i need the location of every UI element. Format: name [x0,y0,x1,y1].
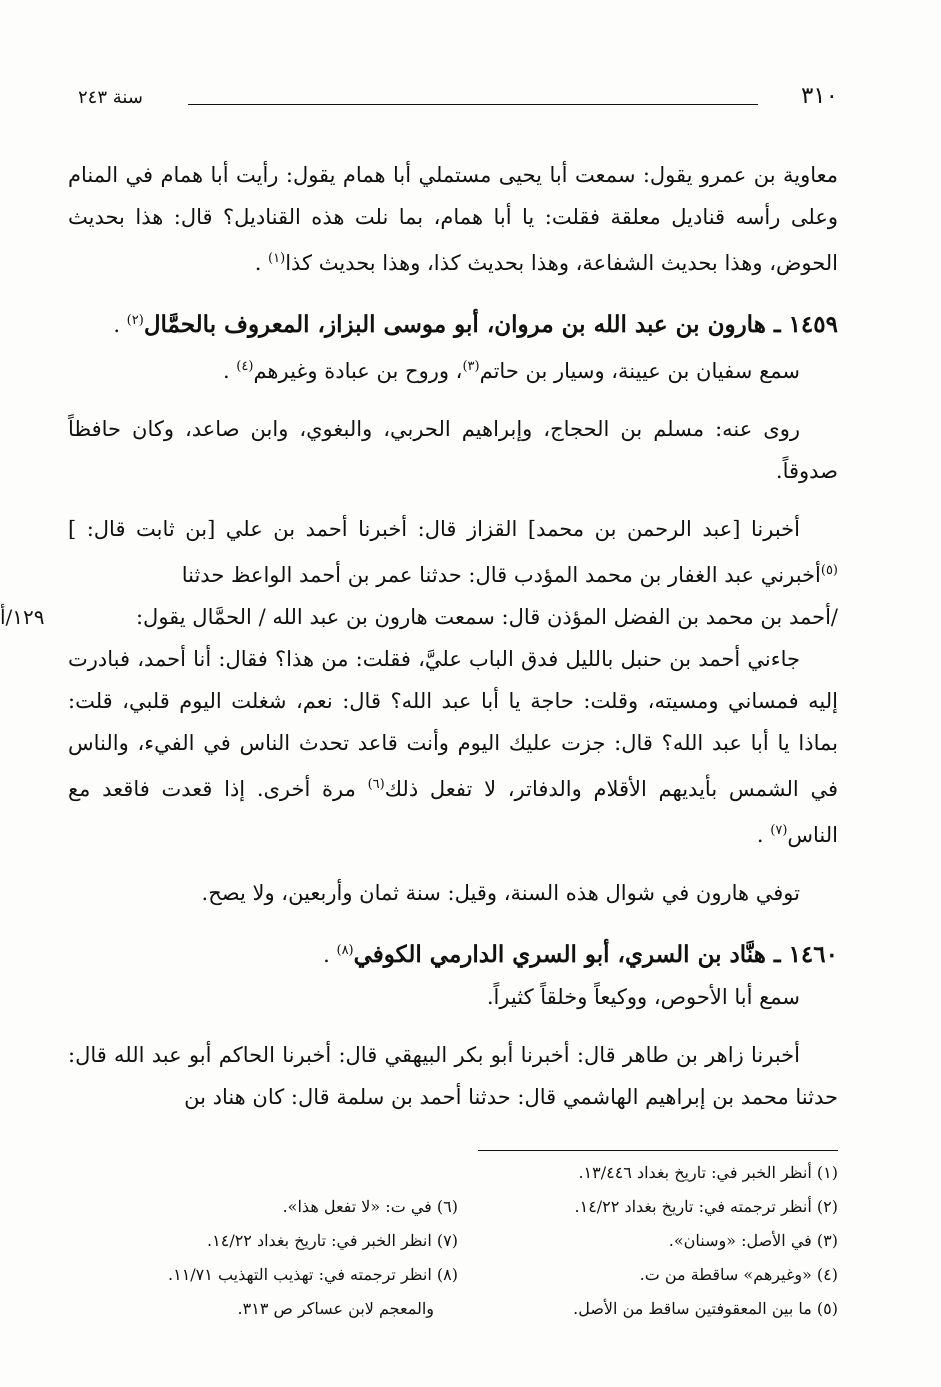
paragraph: سمع أبا الأحوص، ووكيعاً وخلقاً كثيراً. [486,985,800,1009]
paragraph: أخبرنا [عبد الرحمن بن محمد] القزاز قال: أخبرنا أحمد بن علي [بن ثابت قال: ]$^{(٥)}$أخبرني عبد الغفار بن محمد المؤدب قال: حدثنا عمر بن أحمد الواعظ حدثنا [68,517,838,587]
footnote-ref: (٥) [820,563,838,578]
footnote-column-left [78,1190,458,1326]
footnote-ref: (٧) [770,823,788,838]
footnote: (١) أنظر الخبر في: تاريخ بغداد ١٣/٤٤٦. [578,1163,838,1182]
footnote-ref: (٦) [367,777,385,792]
footnote-ref: (٢) [126,313,144,328]
footnote-column-right [478,1156,838,1326]
footnote: (٧) انظر الخبر في: تاريخ بغداد ١٤/٢٢. [207,1231,458,1250]
footnote: (٤) «وغيرهم» ساقطة من ت. [639,1265,838,1284]
footnote-ref: (١) [268,251,286,266]
paragraph: سمع سفيان بن عيينة، وسيار بن حاتم$^{(٣)}$، وروح بن عبادة وغيرهم$^{(٤)}$ . [222,359,800,383]
footnote-ref: (٣) [462,359,480,374]
footnote: والمعجم لابن عساكر ص ٣١٣. [237,1299,434,1318]
paragraph: معاوية بن عمرو يقول: سمعت أبا يحيى مستملي أبا همام يقول: رأيت أبا همام في المنام وعلى رأسه قناديل معلقة فقلت: يا أبا همام، بما نلت هذه القناديل؟ قال: هذا بحديث الحوض، وهذا بحديث الشفاعة، وهذا بحديث كذا، وهذا بحديث كذا$^{(١)}$ . [68,163,838,275]
paragraph: توفي هارون في شوال هذه السنة، وقيل: سنة ثمان وأربعين، ولا يصح. [201,881,800,905]
footnote-ref: (٨) [336,943,354,958]
paragraph: روى عنه: مسلم بن الحجاج، وإبراهيم الحربي، والبغوي، وابن صاعد، وكان حافظاً صدوقاً. [68,417,838,483]
paragraph: ١٢٩/أ /أحمد بن محمد بن الفضل المؤذن قال: سمعت هارون بن عبد الله / الحمَّال يقول: [68,596,838,638]
entry-title: ١٤٥٩ ـ هارون بن عبد الله بن مروان، أبو موسى البزاز، المعروف بالحمَّال [143,311,838,338]
entry-title: ١٤٦٠ ـ هنَّاد بن السري، أبو السري الدارمي الكوفي [353,941,838,968]
entry-heading: ١٤٥٩ ـ هارون بن عبد الله بن مروان، أبو موسى البزاز، المعروف بالحمَّال$^{(٢)}$ . [113,311,838,338]
entry-heading: ١٤٦٠ ـ هنَّاد بن السري، أبو السري الدارمي الكوفي$^{(٨)}$ . [323,941,838,968]
paragraph: جاءني أحمد بن حنبل بالليل فدق الباب عليَّ، فقلت: من هذا؟ فقال: أنا أحمد، فبادرت إليه فمساني ومسيته، وقلت: حاجة يا أبا عبد الله؟ قال: نعم، شغلت اليوم قلبي، قلت: بماذا يا أبا عبد الله؟ قال: جزت عليك اليوم وأنت قاعد تحدث الناس في الفيء، والناس في الشمس بأيديهم الأقلام والدفاتر، لا تفعل ذلك$^{(٦)}$ مرة أخرى. إذا قعدت فاقعد مع الناس$^{(٧)}$ . [68,647,838,847]
running-head-year: سنة ٢٤٣ [78,87,143,108]
page-number: ٣١٠ [800,83,838,109]
footnote: (٢) أنظر ترجمته في: تاريخ بغداد ١٤/٢٢. [574,1197,838,1216]
footnote: (٣) في الأصل: «وسنان». [668,1231,838,1250]
paragraph: أخبرنا زاهر بن طاهر قال: أخبرنا أبو بكر البيهقي قال: أخبرنا الحاكم أبو عبد الله قال: حدثنا محمد بن إبراهيم الهاشمي قال: حدثنا أحمد بن سلمة قال: كان هناد بن [68,1043,838,1109]
page-header [68,78,838,114]
footnote: (٦) في ت: «لا تفعل هذا». [282,1197,458,1216]
footnote-separator [478,1150,838,1151]
book-page [0,78,838,1358]
main-text [0,154,838,1118]
header-rule [188,104,758,105]
manuscript-folio-note: ١٢٩/أ [0,605,45,629]
footnote: (٨) انظر ترجمته في: تهذيب التهذيب ١١/٧١. [168,1265,458,1284]
footnote: (٥) ما بين المعقوفتين ساقط من الأصل. [573,1299,838,1318]
footnote-ref: (٤) [236,359,254,374]
